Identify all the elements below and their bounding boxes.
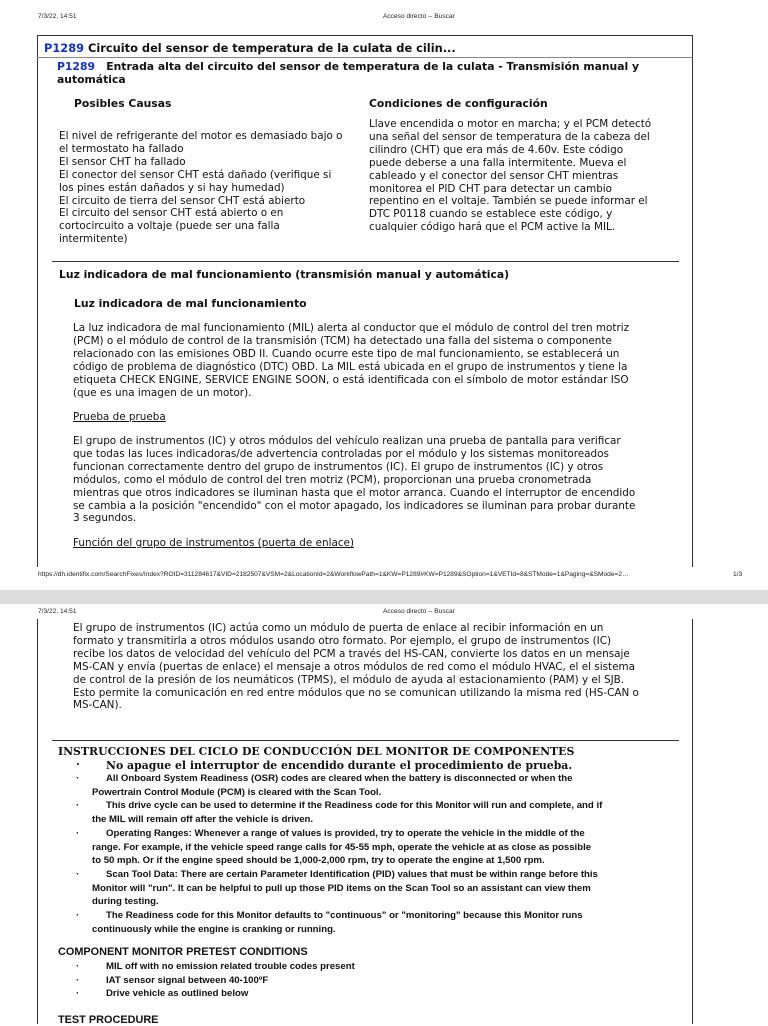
item-line: All Onboard System Readiness (OSR) codes are cleared when the battery is disconnected or when the [106,773,573,784]
mil-line: código de problema de diagnóstico (DTC) OBD. La MIL está ubicada en el grupo de instrumentos y tiene la [73,360,628,373]
condition-line: DTC P0118 cuando se establece este código, y [369,208,613,221]
bullet-dot: · [76,974,80,986]
cause-line: los pines están dañados y si hay humedad) [59,181,285,194]
gateway-paragraph [73,622,688,712]
print-header-title: Acceso directo -- Buscar [383,608,455,615]
mil-heading: Luz indicadora de mal funcionamiento [74,297,307,310]
bullet-dot: · [76,758,80,771]
drive-cycle-list [0,772,700,936]
print-footer-url: https://dh.identifix.com/SearchFixes/Index?ROID=311284617&VID=2182507&VSM=2&LocationId=2&WorkflowPath=1&KW=P1289#KW=P1289&SOption=1&VETId=8&STMode=1&Paging=&SMode=2… [38,571,629,578]
bullet-dot: · [76,827,80,839]
bullet-dot: · [76,868,80,880]
list-item [0,799,700,826]
gateway-line: recibe los datos de velocidad del vehículo del PCM a través del HS-CAN, convierte los datos en un mensaje [73,647,630,660]
print-header-date: 7/3/22, 14:51 [38,13,77,20]
gateway-line: El grupo de instrumentos (IC) actúa como un módulo de puerta de enlace al recibir información en un [73,622,604,634]
item-line: the MIL will remain off after the vehicle is driven. [92,814,314,826]
item-line: Scan Tool Data: There are certain Parameter Identification (PID) values that must be within range before this [106,868,598,880]
test-line: 3 segundos. [73,512,137,525]
dtc-subtitle [57,61,682,86]
print-header-date: 7/3/22, 14:51 [38,608,77,615]
test-line: que todas las luces indicadoras/de advertencia controladas por el módulo y los sistemas monitoreados [73,447,609,460]
cause-line: el termostato ha fallado [59,142,184,155]
causes-heading: Posibles Causas [74,97,172,110]
test-paragraph [73,435,683,525]
page-break [0,590,768,604]
list-item [0,960,700,974]
dtc-title: Circuito del sensor de temperatura de la culata de cilin... [88,41,456,55]
conditions-heading: Condiciones de configuración [369,97,548,110]
gateway-line: MS-CAN y envía (puertas de enlace) el mensaje a otros módulos de red como el módulo HVAC, el el sistema [73,660,635,673]
list-item [0,909,700,936]
mil-paragraph [73,322,683,399]
list-item [0,827,700,868]
condition-line: una señal del sensor de temperatura de la cabeza del [369,130,650,143]
dtc-subtitle-line-2: automática [57,72,126,86]
item-line: continuously while the engine is cranking or running. [92,923,336,935]
test-line: mientras que otros indicadores se iluminan hasta que el motor arranca. Cuando el interruptor de encendido [73,486,636,499]
item-line: during testing. [92,896,159,908]
item-line: to 50 mph. Or if the engine speed should be 1,000-2,000 rpm, try to operate the engine at 1,500 rpm. [92,855,545,867]
condition-line: repentino en el voltaje. También se puede informar el [369,195,648,208]
cause-line: cortocircuito a voltaje (puede ser una falla [59,220,280,233]
box-left-border [37,35,38,567]
bullet-dot: · [76,800,80,812]
test-line: El grupo de instrumentos (IC) y otros módulos del vehículo realizan una prueba de pantalla para verificar [73,435,621,447]
dtc-sub-code-link[interactable]: P1289 [57,60,95,73]
drive-cycle-warning: No apague el interruptor de encendido durante el procedimiento de prueba. [106,759,573,772]
section-divider [52,740,679,741]
item-line: This drive cycle can be used to determine if the Readiness code for this Monitor will run and complete, and if [106,800,603,812]
cause-line: El circuito de tierra del sensor CHT está abierto [59,194,306,207]
gateway-line: Esto permite la comunicación en red entre módulos que no se comunican utilizando la misma red (HS-CAN o [73,686,639,699]
mil-section-title: Luz indicadora de mal funcionamiento (transmisión manual y automática) [59,268,510,281]
section-divider [52,261,679,262]
item-line: range. For example, if the vehicle speed range calls for 45-55 mph, operate the vehicle at as close as possible [92,841,592,853]
condition-line: puede deberse a una falla intermitente. Mueva el [369,156,627,169]
mil-line: etiqueta CHECK ENGINE, SERVICE ENGINE SOON, o está identificada con el símbolo de motor estándar ISO [73,373,629,386]
print-footer-page: 1/3 [733,571,743,578]
cause-line: intermitente) [59,233,128,246]
box-top-border [37,35,693,36]
mil-line: (que es una imagen de un motor). [73,386,252,399]
bullet-dot: · [76,773,80,784]
gateway-line: formato y transmitirla a otros módulos usando otro formato. Por ejemplo, el grupo de instrumentos (IC) [73,634,612,647]
cause-line: El sensor CHT ha fallado [59,155,186,168]
gateway-link[interactable]: Función del grupo de instrumentos (puerta de enlace) [73,537,354,549]
cause-line: El nivel de refrigerante del motor es demasiado bajo o [59,130,343,142]
title-divider [37,57,693,58]
cause-line: El circuito del sensor CHT está abierto o en [59,207,284,220]
mil-line: La luz indicadora de mal funcionamiento (MIL) alerta al conductor que el módulo de control del tren motriz [73,322,630,334]
condition-line: monitorea el PID CHT para detectar un cambio [369,182,613,195]
list-item [0,987,700,1001]
item-line: The Readiness code for this Monitor defaults to "continuous" or "monitoring" because this Monitor runs [106,910,583,922]
test-line: funcionan correctamente dentro del grupo de instrumentos (IC). El grupo de instrumentos (IC) y otros [73,460,604,473]
list-item [0,868,700,909]
dtc-title-row [44,41,456,55]
conditions-text [369,118,674,234]
item-line: Drive vehicle as outlined below [106,988,249,1000]
causes-list [59,130,364,246]
item-line: Monitor will "run". It can be helpful to pull up those PID items on the Scan Tool so an assistant can view them [92,882,591,894]
mil-line: (PCM) o el módulo de control de la transmisión (TCM) ha detectado una falla del sistema o componente [73,334,612,347]
dtc-code-link[interactable]: P1289 [44,41,85,55]
box-right-border [692,35,693,567]
test-procedure-title: TEST PROCEDURE [58,1014,159,1026]
bullet-dot: · [76,910,80,922]
drive-cycle-title: INSTRUCCIONES DEL CICLO DE CONDUCCIÓN DEL MONITOR DE COMPONENTES [58,745,575,758]
item-line: MIL off with no emission related trouble codes present [106,961,355,972]
dtc-subtitle-line-1: Entrada alta del circuito del sensor de temperatura de la culata - Transmisión manual y [106,60,640,73]
condition-line: Llave encendida o motor en marcha; y el PCM detectó [369,118,652,130]
gateway-line: de control de la presión de los neumáticos (TPMS), el módulo de ayuda al estacionamiento (PAM) y el SJB. [73,673,625,686]
test-line: módulos, como el módulo de control del tren motriz (PCM), proporcionan una prueba cronometrada [73,473,592,486]
condition-line: cualquier código hará que el PCM active la MIL. [369,221,616,234]
pretest-title: COMPONENT MONITOR PRETEST CONDITIONS [58,946,308,958]
bullet-dot: · [76,988,80,1000]
test-link[interactable]: Prueba de prueba [73,411,166,423]
item-line: Operating Ranges: Whenever a range of values is provided, try to operate the vehicle in the middle of the [106,827,585,839]
item-line: Powertrain Control Module (PCM) is cleared with the Scan Tool. [92,786,382,798]
list-item [0,772,700,799]
bullet-dot: · [76,961,80,972]
print-header-title: Acceso directo -- Buscar [383,13,455,20]
mil-line: relacionado con las emisiones OBD II. Cuando ocurre este tipo de mal funcionamiento, se establecerá un [73,347,620,360]
test-line: se cambia a la posición "encendido" con el motor apagado, los indicadores se iluminan para probar durante [73,499,636,512]
cause-line: El conector del sensor CHT está dañado (verifique si [59,168,332,181]
condition-line: cableado y el conector del sensor CHT mientras [369,169,619,182]
gateway-line: MS-CAN). [73,699,122,712]
item-line: IAT sensor signal between 40-100ºF [106,974,269,986]
condition-line: cilindro (CHT) que era más de 4.60v. Este código [369,143,624,156]
list-item [0,974,700,988]
pretest-list [0,960,700,1001]
